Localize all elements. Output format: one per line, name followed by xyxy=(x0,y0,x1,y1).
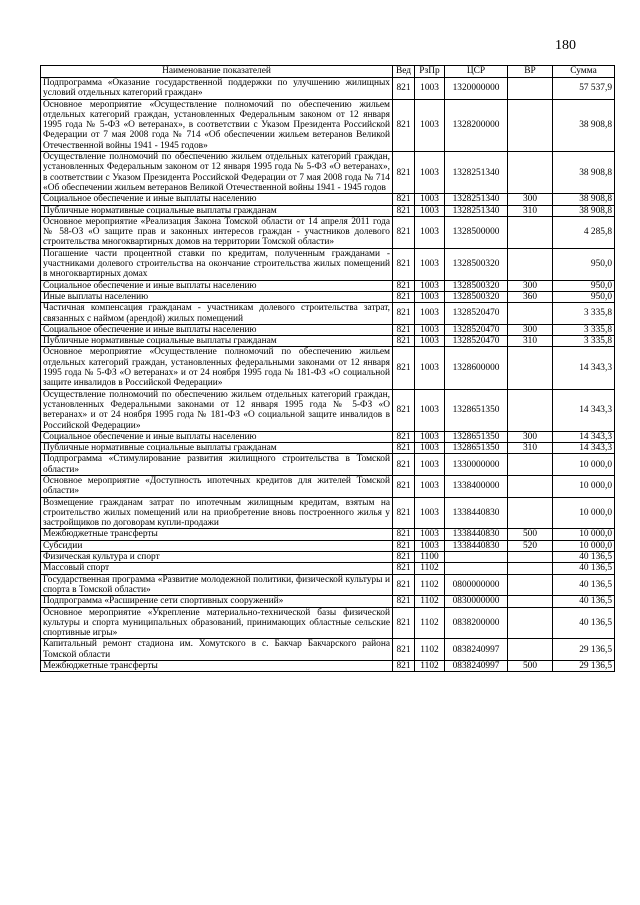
cell-csr: 1328651350 xyxy=(445,431,508,442)
cell-csr: 0838240997 xyxy=(445,661,508,672)
column-header-vr: ВР xyxy=(508,66,553,78)
cell-vr: 300 xyxy=(508,194,553,205)
cell-ved: 821 xyxy=(393,661,415,672)
table-row xyxy=(41,205,615,216)
cell-vr: 310 xyxy=(508,336,553,347)
cell-rzpr: 1003 xyxy=(415,431,445,442)
cell-name: Подпрограмма «Стимулирование развития жилищного строительства в Томской области» xyxy=(41,454,393,476)
cell-name: Основное мероприятие «Реализация Закона Томской области от 14 апреля 2011 года № 58-ОЗ «О защите прав и законных интересов граждан - участников долевого строительства многоквартирных домов на территории Томской области» xyxy=(41,216,393,248)
cell-csr: 1328251340 xyxy=(445,205,508,216)
cell-ved: 821 xyxy=(393,324,415,335)
cell-vr xyxy=(508,99,553,151)
cell-rzpr: 1003 xyxy=(415,291,445,302)
cell-name: Основное мероприятие «Осуществление полномочий по обеспечению жильем отдельных категорий граждан, установленных Федеральным законом от 12 января 1995 года № 5-ФЗ «О ветеранах», в соответствии с Указом Президента Российской Федерации от 7 мая 2008 года № 714 «Об обеспечении жильем ветеранов Великой Отечественной войны 1941 - 1945 годов» xyxy=(41,99,393,151)
cell-vr xyxy=(508,347,553,389)
table-row xyxy=(41,431,615,442)
table-row xyxy=(41,291,615,302)
cell-csr: 1330000000 xyxy=(445,454,508,476)
cell-name: Иные выплаты населению xyxy=(41,291,393,302)
cell-csr: 1328200000 xyxy=(445,99,508,151)
cell-name: Осуществление полномочий по обеспечению жильем отдельных категорий граждан, установленных Федеральными законами от 12 января 1995 года № 5-ФЗ «О ветеранах» и от 24 ноября 1995 года № 181-ФЗ «О социальной защите инвалидов в Российской Федерации» xyxy=(41,389,393,431)
cell-ved: 821 xyxy=(393,216,415,248)
table-row xyxy=(41,563,615,574)
cell-vr: 500 xyxy=(508,661,553,672)
cell-sum: 950,0 xyxy=(553,248,615,280)
cell-ved: 821 xyxy=(393,152,415,194)
table-row xyxy=(41,347,615,389)
cell-name: Социальное обеспечение и иные выплаты населению xyxy=(41,324,393,335)
cell-ved: 821 xyxy=(393,194,415,205)
cell-vr: 360 xyxy=(508,291,553,302)
cell-vr xyxy=(508,639,553,661)
cell-sum: 29 136,5 xyxy=(553,661,615,672)
cell-name: Осуществление полномочий по обеспечению жильем отдельных категорий граждан, установленных Федеральным законом от 12 января 1995 года № 5-ФЗ «О ветеранах», в соответствии с Указом Президента Российской Федерации от 7 мая 2008 года № 714 «Об обеспечении жильем ветеранов Великой Отечественной войны 1941 - 1945 годов xyxy=(41,152,393,194)
cell-csr: 0838200000 xyxy=(445,607,508,639)
cell-name: Публичные нормативные социальные выплаты гражданам xyxy=(41,443,393,454)
budget-table xyxy=(40,65,615,672)
table-row xyxy=(41,389,615,431)
table-row xyxy=(41,552,615,563)
cell-name: Капитальный ремонт стадиона им. Хомутского в с. Бакчар Бакчарского района Томской области xyxy=(41,639,393,661)
cell-ved: 821 xyxy=(393,431,415,442)
table-row xyxy=(41,497,615,529)
cell-rzpr: 1003 xyxy=(415,324,445,335)
cell-sum: 38 908,8 xyxy=(553,99,615,151)
cell-sum: 40 136,5 xyxy=(553,596,615,607)
cell-vr: 310 xyxy=(508,443,553,454)
cell-vr: 520 xyxy=(508,540,553,551)
table-row xyxy=(41,303,615,325)
cell-ved: 821 xyxy=(393,475,415,497)
table-row xyxy=(41,596,615,607)
cell-vr: 300 xyxy=(508,280,553,291)
cell-vr xyxy=(508,454,553,476)
cell-ved: 821 xyxy=(393,336,415,347)
table-row xyxy=(41,216,615,248)
cell-sum: 4 285,8 xyxy=(553,216,615,248)
table-row xyxy=(41,336,615,347)
cell-name: Межбюджетные трансферты xyxy=(41,529,393,540)
cell-rzpr: 1003 xyxy=(415,347,445,389)
cell-vr xyxy=(508,248,553,280)
cell-csr: 1328251340 xyxy=(445,194,508,205)
column-header-name: Наименование показателей xyxy=(41,66,393,78)
cell-csr: 1328651350 xyxy=(445,443,508,454)
table-row xyxy=(41,529,615,540)
cell-ved: 821 xyxy=(393,563,415,574)
page-number: 180 xyxy=(555,38,576,53)
cell-name: Публичные нормативные социальные выплаты гражданам xyxy=(41,205,393,216)
cell-name: Публичные нормативные социальные выплаты гражданам xyxy=(41,336,393,347)
cell-name: Массовый спорт xyxy=(41,563,393,574)
cell-name: Основное мероприятие «Осуществление полномочий по обеспечению жильем отдельных категорий граждан, установленных федеральными законами от 12 января 1995 года № 5-ФЗ «О ветеранах» и от 24 ноября 1995 года № 181-ФЗ «О социальной защите инвалидов в Российской Федерации» xyxy=(41,347,393,389)
cell-vr xyxy=(508,497,553,529)
cell-ved: 821 xyxy=(393,454,415,476)
cell-sum: 10 000,0 xyxy=(553,540,615,551)
cell-name: Основное мероприятие «Доступность ипотечных кредитов для жителей Томской области» xyxy=(41,475,393,497)
header-row xyxy=(41,66,615,78)
cell-csr: 1338440830 xyxy=(445,529,508,540)
table-row xyxy=(41,443,615,454)
cell-sum: 14 343,3 xyxy=(553,347,615,389)
cell-name: Социальное обеспечение и иные выплаты населению xyxy=(41,194,393,205)
cell-ved: 821 xyxy=(393,596,415,607)
table-row xyxy=(41,99,615,151)
cell-sum: 40 136,5 xyxy=(553,607,615,639)
cell-vr xyxy=(508,563,553,574)
cell-vr xyxy=(508,574,553,596)
cell-rzpr: 1102 xyxy=(415,563,445,574)
cell-vr: 300 xyxy=(508,324,553,335)
cell-ved: 821 xyxy=(393,443,415,454)
cell-vr xyxy=(508,552,553,563)
cell-csr: 1338440830 xyxy=(445,540,508,551)
cell-vr: 310 xyxy=(508,205,553,216)
cell-rzpr: 1003 xyxy=(415,454,445,476)
column-header-csr: ЦСР xyxy=(445,66,508,78)
cell-rzpr: 1003 xyxy=(415,389,445,431)
cell-sum: 10 000,0 xyxy=(553,497,615,529)
cell-sum: 3 335,8 xyxy=(553,303,615,325)
column-header-sum: Сумма xyxy=(553,66,615,78)
cell-vr xyxy=(508,78,553,100)
cell-csr: 1328500320 xyxy=(445,291,508,302)
cell-vr xyxy=(508,596,553,607)
table-row xyxy=(41,540,615,551)
cell-rzpr: 1003 xyxy=(415,280,445,291)
cell-rzpr: 1003 xyxy=(415,475,445,497)
cell-csr: 1328600000 xyxy=(445,347,508,389)
cell-sum: 40 136,5 xyxy=(553,574,615,596)
cell-rzpr: 1102 xyxy=(415,596,445,607)
table-row xyxy=(41,639,615,661)
cell-csr: 1328251340 xyxy=(445,152,508,194)
cell-sum: 14 343,3 xyxy=(553,443,615,454)
cell-csr: 1328500320 xyxy=(445,280,508,291)
cell-sum: 40 136,5 xyxy=(553,563,615,574)
cell-vr: 300 xyxy=(508,431,553,442)
cell-sum: 38 908,8 xyxy=(553,194,615,205)
cell-ved: 821 xyxy=(393,389,415,431)
cell-sum: 14 343,3 xyxy=(553,389,615,431)
cell-csr: 1328520470 xyxy=(445,324,508,335)
cell-ved: 821 xyxy=(393,529,415,540)
cell-rzpr: 1003 xyxy=(415,540,445,551)
cell-csr xyxy=(445,563,508,574)
cell-ved: 821 xyxy=(393,280,415,291)
cell-sum: 14 343,3 xyxy=(553,431,615,442)
table-row xyxy=(41,324,615,335)
cell-rzpr: 1003 xyxy=(415,99,445,151)
cell-rzpr: 1003 xyxy=(415,216,445,248)
table-row xyxy=(41,574,615,596)
cell-rzpr: 1100 xyxy=(415,552,445,563)
cell-name: Подпрограмма «Оказание государственной поддержки по улучшению жилищных условий отдельных категорий граждан» xyxy=(41,78,393,100)
cell-name: Межбюджетные трансферты xyxy=(41,661,393,672)
cell-sum: 29 136,5 xyxy=(553,639,615,661)
cell-sum: 950,0 xyxy=(553,280,615,291)
cell-csr: 0830000000 xyxy=(445,596,508,607)
cell-rzpr: 1003 xyxy=(415,336,445,347)
cell-vr xyxy=(508,389,553,431)
cell-rzpr: 1003 xyxy=(415,205,445,216)
cell-name: Подпрограмма «Расширение сети спортивных сооружений» xyxy=(41,596,393,607)
table-row xyxy=(41,78,615,100)
cell-ved: 821 xyxy=(393,303,415,325)
cell-sum: 3 335,8 xyxy=(553,336,615,347)
cell-rzpr: 1102 xyxy=(415,607,445,639)
cell-csr: 1320000000 xyxy=(445,78,508,100)
cell-rzpr: 1003 xyxy=(415,529,445,540)
cell-sum: 10 000,0 xyxy=(553,529,615,540)
cell-csr: 1328520470 xyxy=(445,336,508,347)
table-row xyxy=(41,152,615,194)
cell-name: Субсидии xyxy=(41,540,393,551)
cell-sum: 40 136,5 xyxy=(553,552,615,563)
cell-csr: 0800000000 xyxy=(445,574,508,596)
column-header-rzpr: РзПр xyxy=(415,66,445,78)
table-row xyxy=(41,248,615,280)
cell-rzpr: 1003 xyxy=(415,303,445,325)
cell-rzpr: 1003 xyxy=(415,194,445,205)
cell-ved: 821 xyxy=(393,497,415,529)
cell-name: Возмещение гражданам затрат по ипотечным жилищным кредитам, взятым на строительство жилых помещений или на приобретение вновь построенного жилья у застройщиков по договорам купли-продажи xyxy=(41,497,393,529)
cell-vr xyxy=(508,216,553,248)
cell-sum: 38 908,8 xyxy=(553,152,615,194)
column-header-ved: Вед xyxy=(393,66,415,78)
cell-name: Физическая культура и спорт xyxy=(41,552,393,563)
cell-sum: 10 000,0 xyxy=(553,475,615,497)
table-row xyxy=(41,454,615,476)
cell-vr xyxy=(508,475,553,497)
table-row xyxy=(41,661,615,672)
cell-csr: 1328500000 xyxy=(445,216,508,248)
table-row xyxy=(41,475,615,497)
cell-rzpr: 1102 xyxy=(415,574,445,596)
cell-rzpr: 1003 xyxy=(415,152,445,194)
cell-vr: 500 xyxy=(508,529,553,540)
table-row xyxy=(41,280,615,291)
cell-rzpr: 1003 xyxy=(415,443,445,454)
cell-csr: 0838240997 xyxy=(445,639,508,661)
cell-csr: 1328500320 xyxy=(445,248,508,280)
cell-vr xyxy=(508,607,553,639)
table-row xyxy=(41,194,615,205)
cell-rzpr: 1102 xyxy=(415,661,445,672)
cell-rzpr: 1003 xyxy=(415,248,445,280)
cell-name: Основное мероприятие «Укрепление материально-технической базы физической культуры и спорта муниципальных образований, принимающих областные сельские спортивные игры» xyxy=(41,607,393,639)
cell-sum: 3 335,8 xyxy=(553,324,615,335)
cell-rzpr: 1102 xyxy=(415,639,445,661)
cell-name: Государственная программа «Развитие молодежной политики, физической культуры и спорта в Томской области» xyxy=(41,574,393,596)
cell-sum: 57 537,9 xyxy=(553,78,615,100)
cell-ved: 821 xyxy=(393,78,415,100)
cell-ved: 821 xyxy=(393,347,415,389)
cell-name: Погашение части процентной ставки по кредитам, полученным гражданами - участниками долевого строительства на окончание строительства жилых помещений в многоквартирных домах xyxy=(41,248,393,280)
cell-ved: 821 xyxy=(393,99,415,151)
cell-name: Социальное обеспечение и иные выплаты населению xyxy=(41,280,393,291)
table-row xyxy=(41,607,615,639)
cell-csr: 1338400000 xyxy=(445,475,508,497)
cell-vr xyxy=(508,303,553,325)
cell-sum: 950,0 xyxy=(553,291,615,302)
cell-ved: 821 xyxy=(393,540,415,551)
cell-ved: 821 xyxy=(393,639,415,661)
cell-sum: 10 000,0 xyxy=(553,454,615,476)
cell-csr: 1328520470 xyxy=(445,303,508,325)
cell-csr: 1338440830 xyxy=(445,497,508,529)
cell-name: Социальное обеспечение и иные выплаты населению xyxy=(41,431,393,442)
cell-ved: 821 xyxy=(393,607,415,639)
cell-ved: 821 xyxy=(393,205,415,216)
cell-csr: 1328651350 xyxy=(445,389,508,431)
cell-sum: 38 908,8 xyxy=(553,205,615,216)
cell-vr xyxy=(508,152,553,194)
cell-ved: 821 xyxy=(393,552,415,563)
cell-name: Частичная компенсация гражданам - участникам долевого строительства затрат, связанных с наймом (арендой) жилых помещений xyxy=(41,303,393,325)
cell-ved: 821 xyxy=(393,574,415,596)
cell-ved: 821 xyxy=(393,248,415,280)
cell-rzpr: 1003 xyxy=(415,78,445,100)
cell-ved: 821 xyxy=(393,291,415,302)
cell-csr xyxy=(445,552,508,563)
cell-rzpr: 1003 xyxy=(415,497,445,529)
